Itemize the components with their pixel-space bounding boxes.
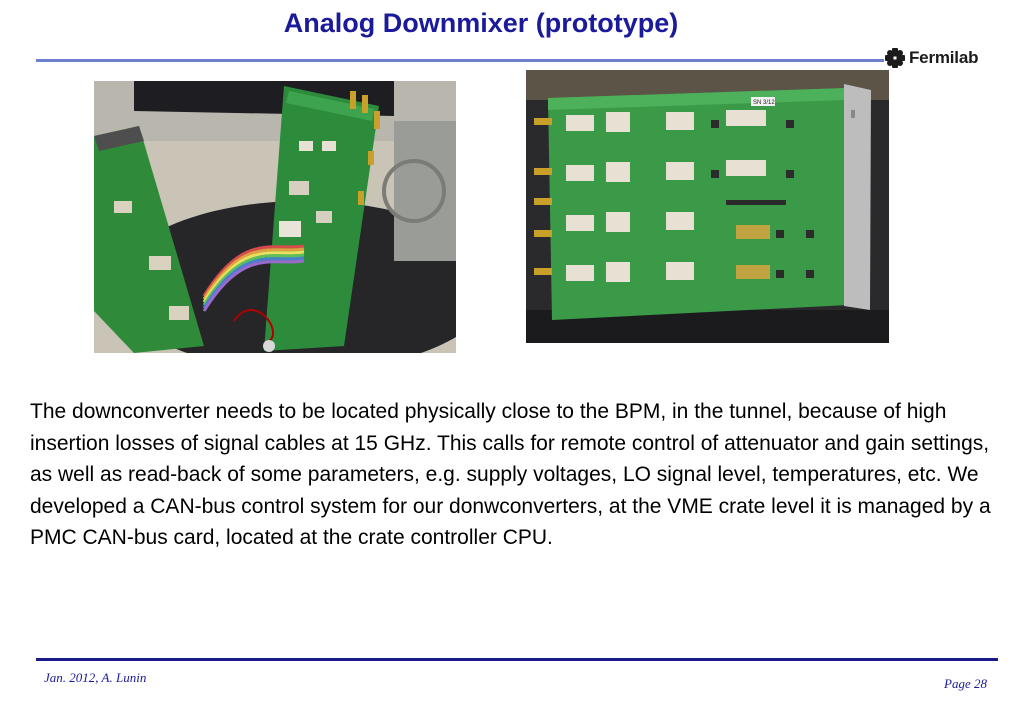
prototype-photo-left bbox=[94, 81, 456, 353]
prototype-photo-right bbox=[526, 70, 889, 343]
bottom-divider bbox=[36, 658, 998, 661]
fermilab-logo-text: Fermilab bbox=[909, 48, 979, 67]
top-divider bbox=[36, 59, 884, 62]
slide-title: Analog Downmixer (prototype) bbox=[283, 8, 679, 38]
board-serial-label: SN 3/12 bbox=[753, 100, 775, 106]
footer-date-author: Jan. 2012, A. Lunin bbox=[44, 670, 147, 685]
footer-page-number: Page 28 bbox=[944, 676, 987, 691]
fermilab-logo bbox=[885, 47, 978, 69]
fermilab-logo-icon bbox=[885, 48, 905, 68]
body-paragraph: The downconverter needs to be located physically close to the BPM, in the tunnel, because of high insertion losses of signal cables at 15 GHz. This calls for remote control of attenuator and gain settings, as well as read-back of some parameters, e.g. supply voltages, LO signal level, temperatures, etc. We developed a CAN-bus control system for our donwconverters, at the VME crate level it is managed by a PMC CAN-bus card, located at the crate controller CPU. bbox=[30, 400, 991, 549]
